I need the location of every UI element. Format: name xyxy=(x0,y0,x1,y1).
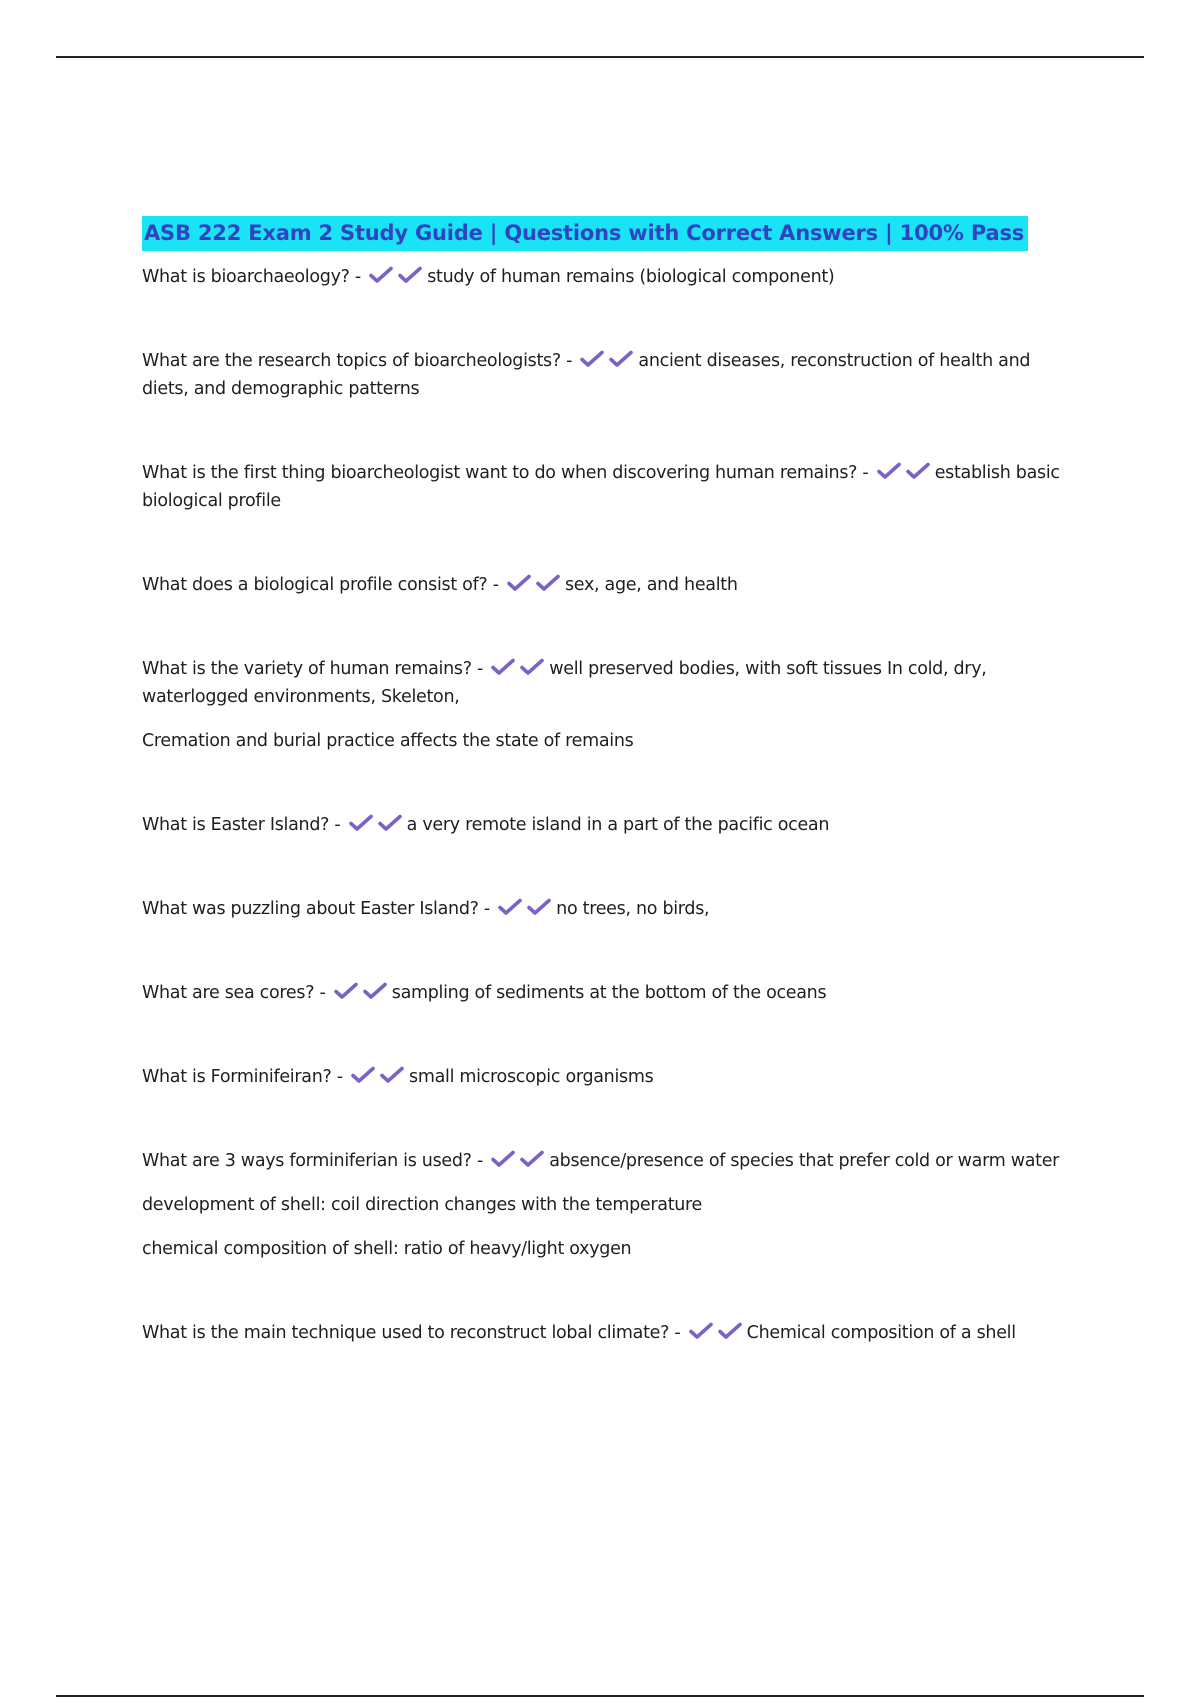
answer-text: small microscopic organisms xyxy=(409,1067,654,1087)
check-mark-icon xyxy=(349,814,373,832)
separator-dash: - xyxy=(476,1151,483,1171)
check-mark-icon xyxy=(580,350,604,368)
qa-line xyxy=(142,1147,1062,1175)
answer-continuation: development of shell: coil direction changes with the temperature xyxy=(142,1195,703,1215)
qa-item xyxy=(142,1319,1062,1347)
qa-line xyxy=(142,263,1062,291)
qa-item xyxy=(142,571,1062,599)
question-text: What are sea cores? xyxy=(142,983,315,1003)
check-mark-icon xyxy=(609,350,633,368)
qa-line xyxy=(142,1319,1062,1347)
qa-line xyxy=(142,571,1062,599)
separator-dash: - xyxy=(334,815,341,835)
check-mark-icon xyxy=(527,898,551,916)
qa-line xyxy=(142,979,1062,1007)
answer-continuation: chemical composition of shell: ratio of heavy/light oxygen xyxy=(142,1239,632,1259)
bottom-rule xyxy=(56,1695,1144,1697)
answer-text: sampling of sediments at the bottom of the oceans xyxy=(391,983,827,1003)
check-mark-icon xyxy=(718,1322,742,1340)
check-mark-icon xyxy=(380,1066,404,1084)
check-mark-icon xyxy=(491,1150,515,1168)
answer-text: Chemical composition of a shell xyxy=(746,1323,1016,1343)
answer-text: sex, age, and health xyxy=(564,575,738,595)
question-text: What was puzzling about Easter Island? xyxy=(142,899,479,919)
check-mark-icon xyxy=(498,898,522,916)
check-mark-icon xyxy=(877,462,901,480)
separator-dash: - xyxy=(483,899,490,919)
check-mark-icon xyxy=(351,1066,375,1084)
page-content xyxy=(142,216,1062,1347)
separator-dash: - xyxy=(319,983,326,1003)
check-mark-icon xyxy=(491,658,515,676)
check-mark-icon xyxy=(363,982,387,1000)
answer-text: well preserved bodies, with soft tissues In cold, dry, waterlogged environments, Skeleton, xyxy=(142,659,987,707)
separator-dash: - xyxy=(354,267,361,287)
separator-dash: - xyxy=(566,351,573,371)
check-mark-icon xyxy=(334,982,358,1000)
qa-item xyxy=(142,1147,1062,1263)
qa-item xyxy=(142,895,1062,923)
separator-dash: - xyxy=(492,575,499,595)
separator-dash: - xyxy=(674,1323,681,1343)
answer-continuation: Cremation and burial practice affects the state of remains xyxy=(142,731,634,751)
question-text: What are the research topics of bioarcheologists? xyxy=(142,351,561,371)
question-text: What is the first thing bioarcheologist want to do when discovering human remains? xyxy=(142,463,858,483)
question-text: What does a biological profile consist of? xyxy=(142,575,488,595)
answer-text: establish basic biological profile xyxy=(142,463,1060,511)
qa-line xyxy=(142,1063,1062,1091)
qa-line xyxy=(142,811,1062,839)
answer-text: no trees, no birds, xyxy=(556,899,710,919)
check-mark-icon xyxy=(507,574,531,592)
check-mark-icon xyxy=(378,814,402,832)
qa-list xyxy=(142,263,1062,1347)
check-mark-icon xyxy=(689,1322,713,1340)
qa-item xyxy=(142,655,1062,755)
answer-text: a very remote island in a part of the pacific ocean xyxy=(406,815,830,835)
qa-item xyxy=(142,459,1062,515)
question-text: What is bioarchaeology? xyxy=(142,267,350,287)
separator-dash: - xyxy=(336,1067,343,1087)
qa-item xyxy=(142,347,1062,403)
check-mark-icon xyxy=(906,462,930,480)
qa-item xyxy=(142,979,1062,1007)
answer-text: study of human remains (biological component) xyxy=(427,267,835,287)
qa-item xyxy=(142,811,1062,839)
top-rule xyxy=(56,56,1144,58)
question-text: What is Forminifeiran? xyxy=(142,1067,332,1087)
question-text: What is Easter Island? xyxy=(142,815,330,835)
qa-line xyxy=(142,655,1062,711)
question-text: What are 3 ways forminiferian is used? xyxy=(142,1151,472,1171)
qa-line xyxy=(142,895,1062,923)
check-mark-icon xyxy=(520,1150,544,1168)
check-mark-icon xyxy=(520,658,544,676)
answer-text: absence/presence of species that prefer cold or warm water xyxy=(549,1151,1060,1171)
check-mark-icon xyxy=(369,266,393,284)
answer-text: ancient diseases, reconstruction of health and diets, and demographic patterns xyxy=(142,351,1031,399)
separator-dash: - xyxy=(476,659,483,679)
document-title: ASB 222 Exam 2 Study Guide | Questions with Correct Answers | 100% Pass xyxy=(142,216,1028,251)
qa-line xyxy=(142,459,1062,515)
question-text: What is the main technique used to reconstruct lobal climate? xyxy=(142,1323,670,1343)
qa-item xyxy=(142,263,1062,291)
check-mark-icon xyxy=(536,574,560,592)
check-mark-icon xyxy=(398,266,422,284)
separator-dash: - xyxy=(862,463,869,483)
qa-line xyxy=(142,347,1062,403)
qa-item xyxy=(142,1063,1062,1091)
question-text: What is the variety of human remains? xyxy=(142,659,472,679)
